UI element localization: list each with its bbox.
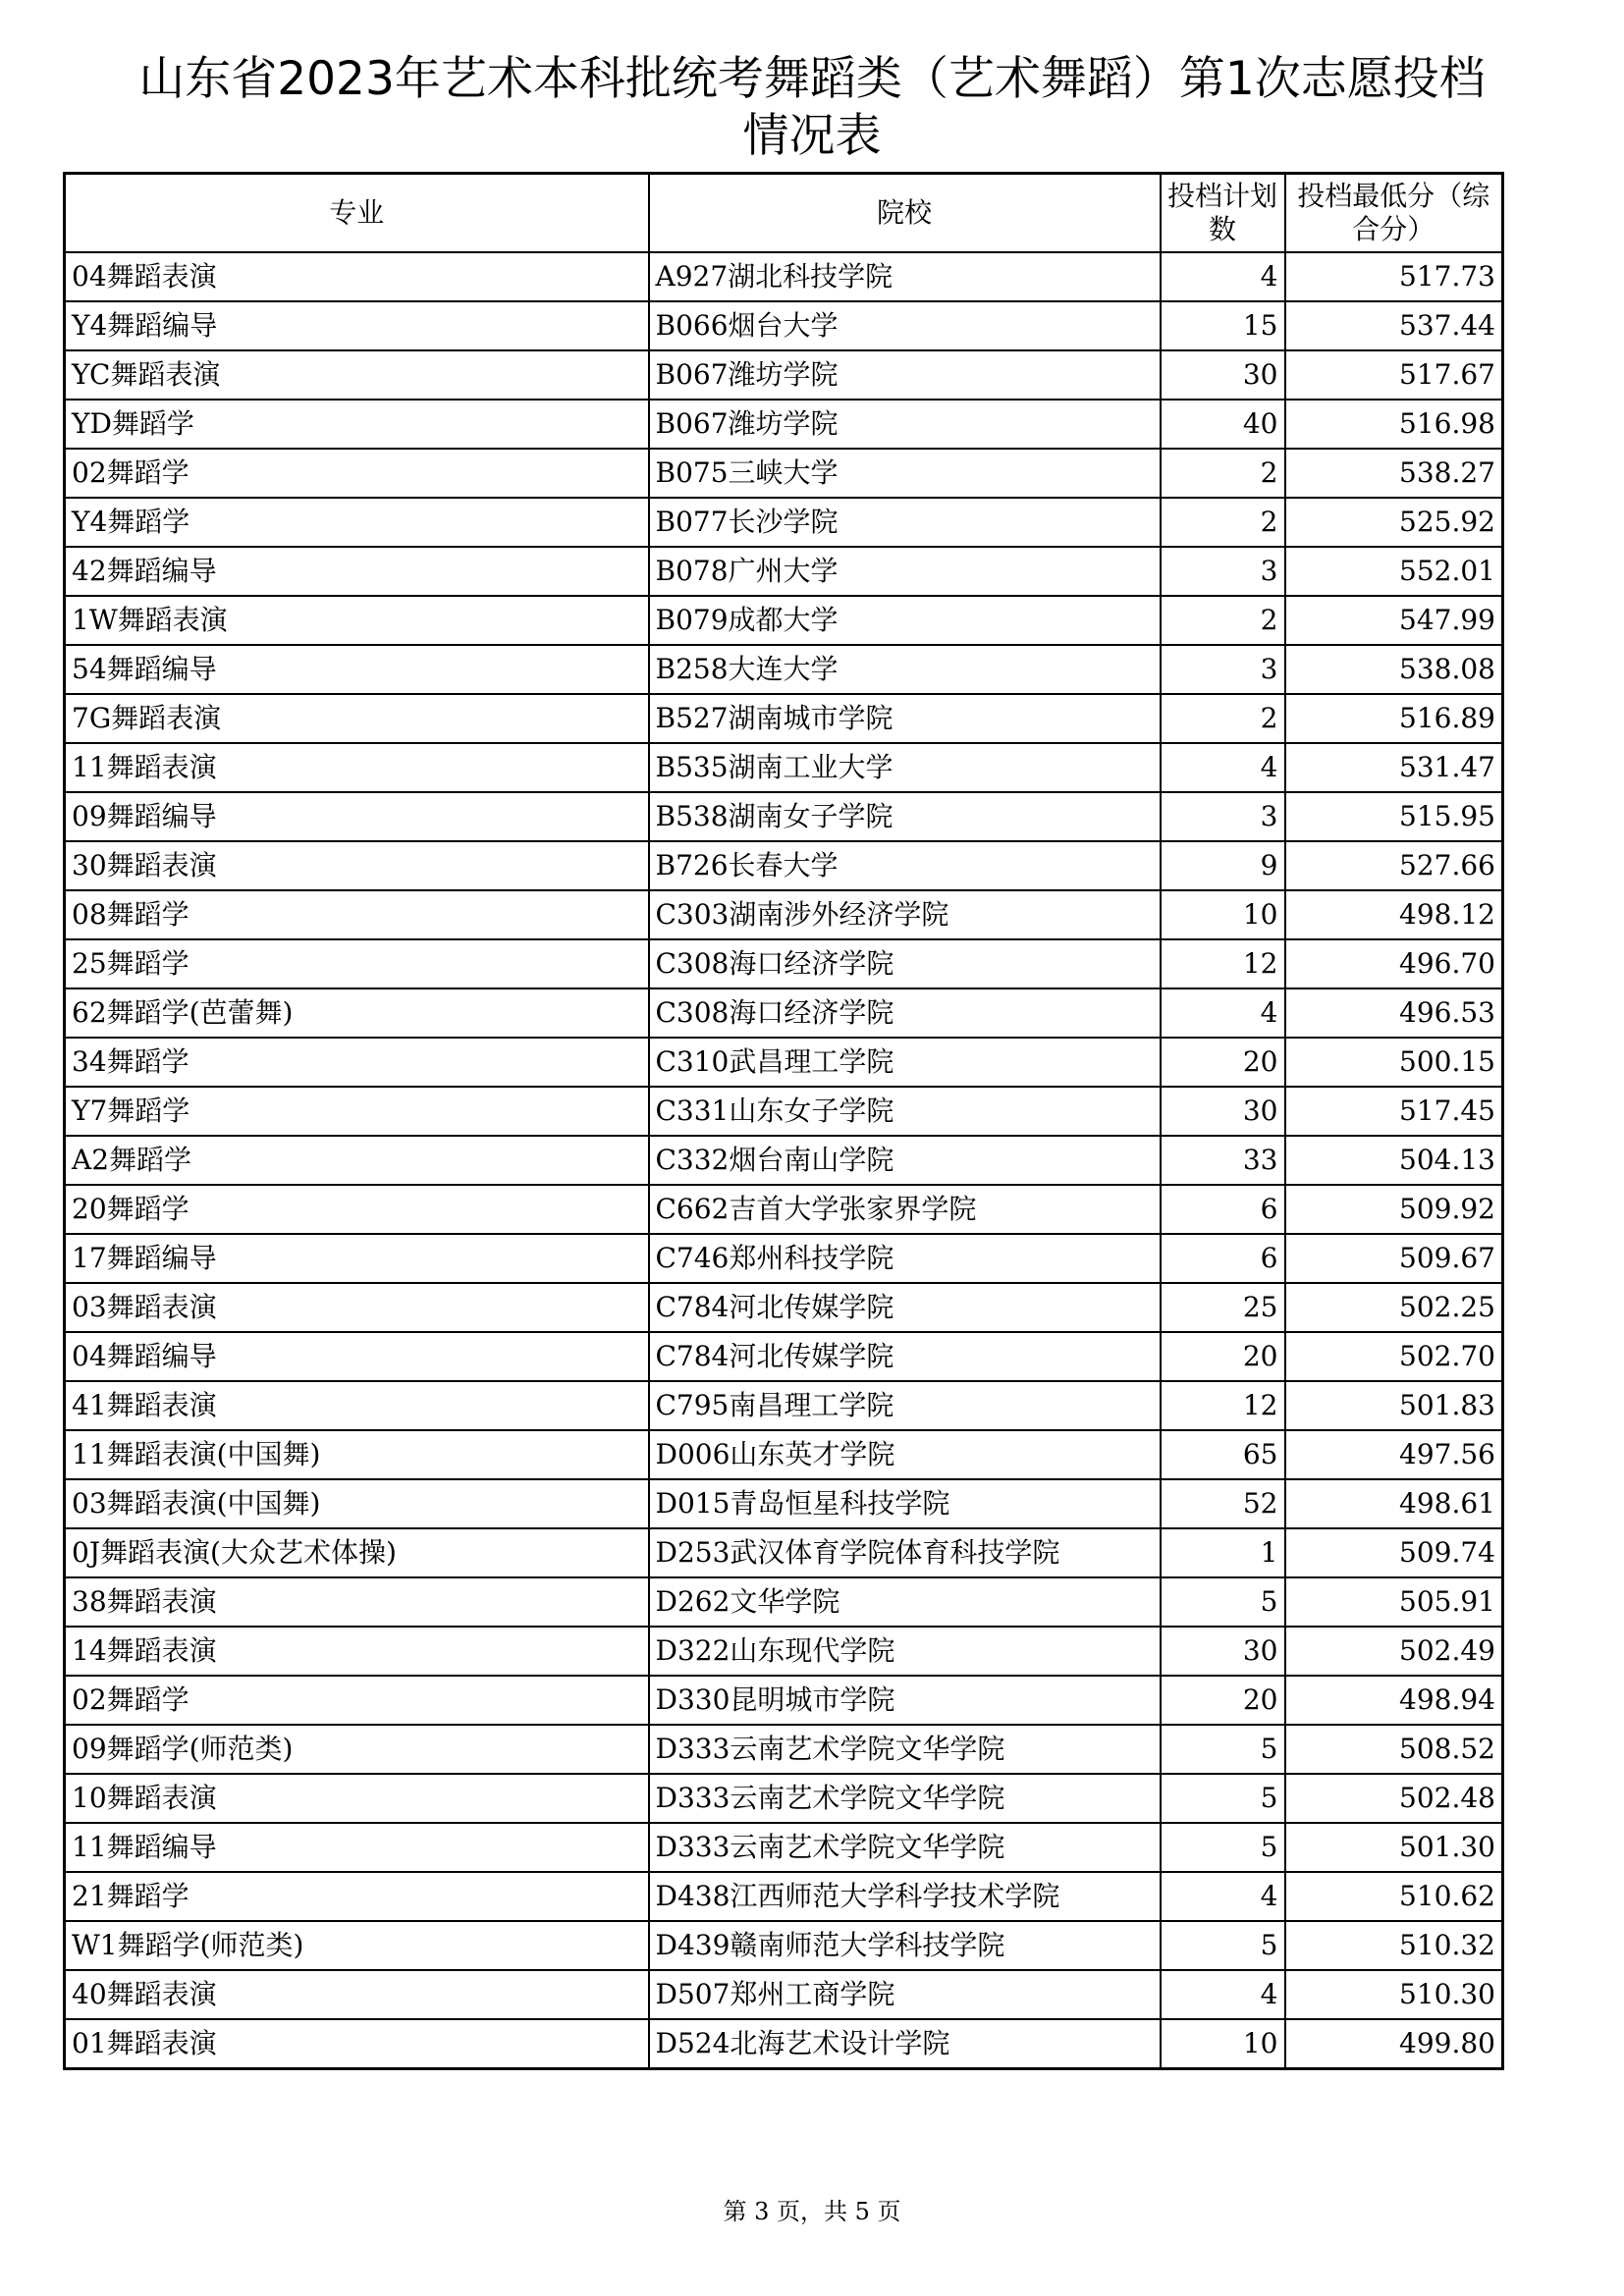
cell-plan: 10 [1161,890,1285,939]
table-row [65,1234,1503,1283]
cell-plan: 9 [1161,841,1285,890]
admission-table [63,172,1504,2070]
table-row [65,1725,1503,1774]
table-row [65,547,1503,596]
cell-major: Y4舞蹈学 [65,498,649,547]
header-major: 专业 [65,174,649,252]
cell-major: 42舞蹈编导 [65,547,649,596]
cell-school: C308海口经济学院 [649,939,1161,988]
cell-major: Y7舞蹈学 [65,1087,649,1136]
cell-plan: 12 [1161,939,1285,988]
cell-score: 501.30 [1285,1823,1503,1872]
cell-score: 502.70 [1285,1332,1503,1381]
cell-plan: 20 [1161,1038,1285,1087]
table-row [65,645,1503,694]
cell-plan: 4 [1161,743,1285,792]
cell-school: C308海口经济学院 [649,988,1161,1038]
cell-plan: 65 [1161,1430,1285,1479]
cell-major: 08舞蹈学 [65,890,649,939]
cell-score: 499.80 [1285,2019,1503,2069]
cell-plan: 4 [1161,252,1285,301]
table-row [65,1627,1503,1676]
table-row [65,449,1503,498]
cell-school: D006山东英才学院 [649,1430,1161,1479]
table-row [65,1676,1503,1725]
table-row [65,841,1503,890]
cell-score: 538.08 [1285,645,1503,694]
table-row [65,1283,1503,1332]
table-row [65,1970,1503,2019]
cell-major: 21舞蹈学 [65,1872,649,1921]
cell-score: 498.94 [1285,1676,1503,1725]
table-row [65,400,1503,449]
cell-plan: 30 [1161,1627,1285,1676]
cell-school: B527湖南城市学院 [649,694,1161,743]
table-row [65,252,1503,301]
cell-plan: 25 [1161,1283,1285,1332]
table-row [65,498,1503,547]
table-row [65,1577,1503,1627]
cell-plan: 4 [1161,1970,1285,2019]
table-header-row [65,174,1503,252]
cell-score: 515.95 [1285,792,1503,841]
cell-score: 504.13 [1285,1136,1503,1185]
cell-plan: 2 [1161,449,1285,498]
cell-plan: 1 [1161,1528,1285,1577]
title-line-2: 情况表 [742,109,882,163]
cell-school: A927湖北科技学院 [649,252,1161,301]
cell-major: 54舞蹈编导 [65,645,649,694]
cell-plan: 20 [1161,1676,1285,1725]
cell-score: 505.91 [1285,1577,1503,1627]
cell-major: YD舞蹈学 [65,400,649,449]
cell-school: B079成都大学 [649,596,1161,645]
cell-score: 496.70 [1285,939,1503,988]
table-body [65,252,1503,2069]
cell-plan: 33 [1161,1136,1285,1185]
cell-school: C662吉首大学张家界学院 [649,1185,1161,1234]
cell-plan: 15 [1161,301,1285,350]
table-row [65,988,1503,1038]
cell-major: 01舞蹈表演 [65,2019,649,2069]
cell-score: 501.83 [1285,1381,1503,1430]
cell-school: D015青岛恒星科技学院 [649,1479,1161,1528]
cell-score: 500.15 [1285,1038,1503,1087]
title-line-1: 山东省2023年艺术本科批统考舞蹈类（艺术舞蹈）第1次志愿投档 [138,52,1486,106]
cell-plan: 3 [1161,547,1285,596]
cell-score: 502.25 [1285,1283,1503,1332]
cell-score: 508.52 [1285,1725,1503,1774]
cell-score: 516.89 [1285,694,1503,743]
cell-score: 498.12 [1285,890,1503,939]
cell-school: D253武汉体育学院体育科技学院 [649,1528,1161,1577]
cell-major: 14舞蹈表演 [65,1627,649,1676]
cell-major: YC舞蹈表演 [65,350,649,400]
cell-school: B067潍坊学院 [649,400,1161,449]
page-footer: 第 3 页，共 5 页 [723,2198,901,2225]
cell-major: 09舞蹈编导 [65,792,649,841]
cell-score: 502.48 [1285,1774,1503,1823]
cell-score: 502.49 [1285,1627,1503,1676]
cell-major: 11舞蹈表演 [65,743,649,792]
table-row [65,890,1503,939]
table-row [65,1136,1503,1185]
cell-major: 04舞蹈编导 [65,1332,649,1381]
table-row [65,2019,1503,2069]
cell-score: 537.44 [1285,301,1503,350]
table-row [65,1332,1503,1381]
cell-school: D333云南艺术学院文华学院 [649,1725,1161,1774]
table-row [65,596,1503,645]
header-plan: 投档计划数 [1161,174,1285,252]
cell-score: 538.27 [1285,449,1503,498]
table-row [65,939,1503,988]
cell-school: D333云南艺术学院文华学院 [649,1774,1161,1823]
table-row [65,350,1503,400]
cell-score: 517.73 [1285,252,1503,301]
table-row [65,1430,1503,1479]
cell-score: 525.92 [1285,498,1503,547]
cell-major: 03舞蹈表演 [65,1283,649,1332]
cell-major: 09舞蹈学(师范类) [65,1725,649,1774]
cell-plan: 4 [1161,1872,1285,1921]
cell-score: 509.74 [1285,1528,1503,1577]
table-row [65,1381,1503,1430]
cell-major: 10舞蹈表演 [65,1774,649,1823]
cell-score: 552.01 [1285,547,1503,596]
cell-score: 510.32 [1285,1921,1503,1970]
table-row [65,1774,1503,1823]
cell-score: 517.45 [1285,1087,1503,1136]
cell-school: B075三峡大学 [649,449,1161,498]
cell-major: 1W舞蹈表演 [65,596,649,645]
cell-plan: 5 [1161,1774,1285,1823]
cell-school: C746郑州科技学院 [649,1234,1161,1283]
table-row [65,792,1503,841]
cell-major: 38舞蹈表演 [65,1577,649,1627]
table-row [65,694,1503,743]
cell-major: 62舞蹈学(芭蕾舞) [65,988,649,1038]
cell-score: 496.53 [1285,988,1503,1038]
table-row [65,301,1503,350]
cell-major: 03舞蹈表演(中国舞) [65,1479,649,1528]
cell-school: B538湖南女子学院 [649,792,1161,841]
cell-school: C331山东女子学院 [649,1087,1161,1136]
cell-school: B067潍坊学院 [649,350,1161,400]
cell-school: D438江西师范大学科学技术学院 [649,1872,1161,1921]
table-row [65,743,1503,792]
cell-school: B077长沙学院 [649,498,1161,547]
cell-school: C784河北传媒学院 [649,1283,1161,1332]
cell-score: 498.61 [1285,1479,1503,1528]
cell-score: 531.47 [1285,743,1503,792]
cell-major: 02舞蹈学 [65,1676,649,1725]
cell-major: A2舞蹈学 [65,1136,649,1185]
cell-plan: 5 [1161,1823,1285,1872]
cell-plan: 5 [1161,1921,1285,1970]
cell-school: D262文华学院 [649,1577,1161,1627]
cell-school: D439赣南师范大学科技学院 [649,1921,1161,1970]
cell-school: D330昆明城市学院 [649,1676,1161,1725]
cell-school: D524北海艺术设计学院 [649,2019,1161,2069]
cell-major: 17舞蹈编导 [65,1234,649,1283]
cell-school: C784河北传媒学院 [649,1332,1161,1381]
cell-major: 11舞蹈编导 [65,1823,649,1872]
cell-major: 34舞蹈学 [65,1038,649,1087]
cell-plan: 30 [1161,1087,1285,1136]
cell-score: 510.62 [1285,1872,1503,1921]
table-row [65,1479,1503,1528]
cell-score: 527.66 [1285,841,1503,890]
table-row [65,1872,1503,1921]
cell-school: C310武昌理工学院 [649,1038,1161,1087]
cell-major: 25舞蹈学 [65,939,649,988]
cell-plan: 40 [1161,400,1285,449]
table-row [65,1921,1503,1970]
cell-plan: 2 [1161,498,1285,547]
cell-major: 0J舞蹈表演(大众艺术体操) [65,1528,649,1577]
header-score: 投档最低分（综合分） [1285,174,1503,252]
page-title [0,51,1624,165]
cell-school: D507郑州工商学院 [649,1970,1161,2019]
cell-school: B066烟台大学 [649,301,1161,350]
table-row [65,1185,1503,1234]
cell-plan: 20 [1161,1332,1285,1381]
cell-score: 509.92 [1285,1185,1503,1234]
cell-plan: 52 [1161,1479,1285,1528]
cell-score: 509.67 [1285,1234,1503,1283]
header-school: 院校 [649,174,1161,252]
cell-major: 20舞蹈学 [65,1185,649,1234]
cell-major: 40舞蹈表演 [65,1970,649,2019]
cell-school: C332烟台南山学院 [649,1136,1161,1185]
cell-plan: 5 [1161,1725,1285,1774]
cell-school: C303湖南涉外经济学院 [649,890,1161,939]
cell-score: 516.98 [1285,400,1503,449]
cell-plan: 5 [1161,1577,1285,1627]
cell-major: W1舞蹈学(师范类) [65,1921,649,1970]
cell-school: B535湖南工业大学 [649,743,1161,792]
cell-school: B726长春大学 [649,841,1161,890]
cell-plan: 10 [1161,2019,1285,2069]
cell-school: D322山东现代学院 [649,1627,1161,1676]
cell-plan: 6 [1161,1234,1285,1283]
cell-plan: 3 [1161,645,1285,694]
cell-school: C795南昌理工学院 [649,1381,1161,1430]
cell-plan: 2 [1161,596,1285,645]
cell-plan: 2 [1161,694,1285,743]
cell-major: 7G舞蹈表演 [65,694,649,743]
cell-score: 510.30 [1285,1970,1503,2019]
table-row [65,1528,1503,1577]
cell-score: 517.67 [1285,350,1503,400]
cell-major: 02舞蹈学 [65,449,649,498]
cell-plan: 30 [1161,350,1285,400]
table-row [65,1087,1503,1136]
cell-score: 547.99 [1285,596,1503,645]
cell-school: B258大连大学 [649,645,1161,694]
cell-plan: 12 [1161,1381,1285,1430]
cell-major: 41舞蹈表演 [65,1381,649,1430]
cell-plan: 3 [1161,792,1285,841]
table-row [65,1823,1503,1872]
cell-major: 30舞蹈表演 [65,841,649,890]
cell-score: 497.56 [1285,1430,1503,1479]
cell-major: Y4舞蹈编导 [65,301,649,350]
cell-school: B078广州大学 [649,547,1161,596]
cell-major: 11舞蹈表演(中国舞) [65,1430,649,1479]
cell-major: 04舞蹈表演 [65,252,649,301]
table-row [65,1038,1503,1087]
cell-plan: 4 [1161,988,1285,1038]
cell-school: D333云南艺术学院文华学院 [649,1823,1161,1872]
cell-plan: 6 [1161,1185,1285,1234]
